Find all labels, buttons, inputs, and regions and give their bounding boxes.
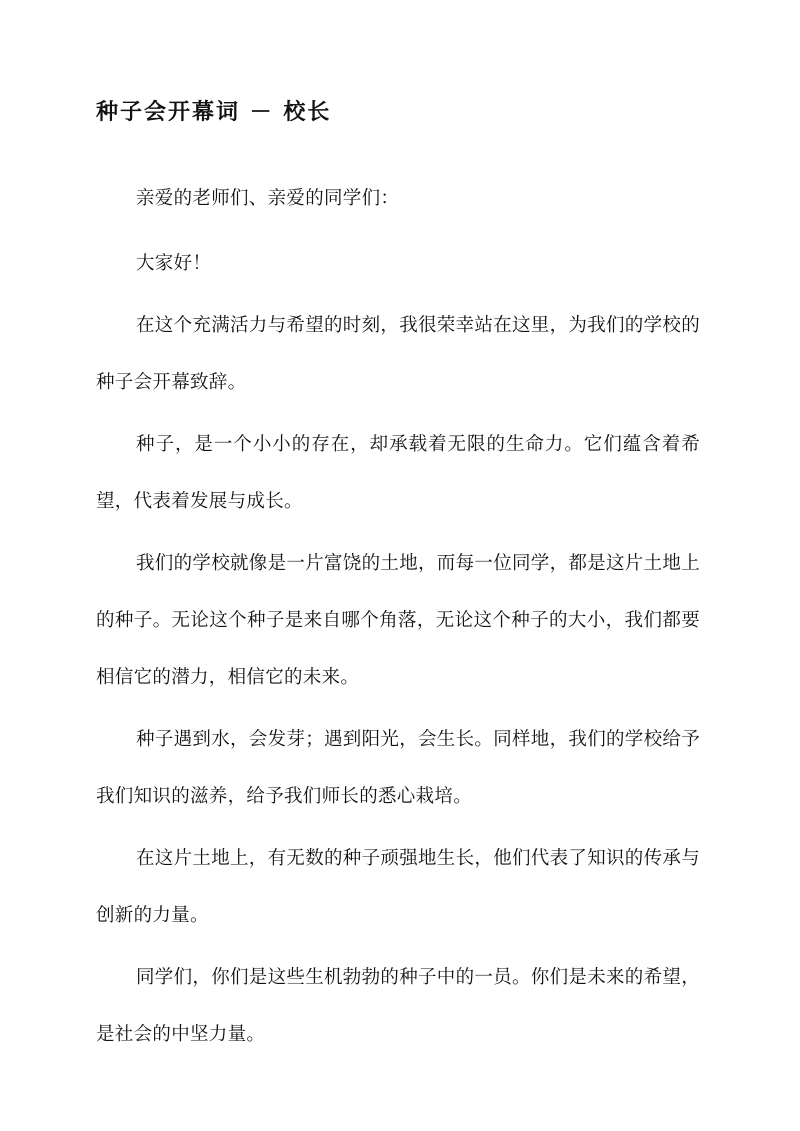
document-body <box>96 170 700 1063</box>
paragraph-growth: 种子遇到水，会发芽；遇到阳光，会生长。同样地，我们的学校给予我们知识的滋养，给予我们师长的悉心栽培。 <box>96 729 701 807</box>
paragraph-greeting: 亲爱的老师们、亲爱的同学们： <box>136 188 400 209</box>
paragraph-knowledge: 在这片土地上，有无数的种子顽强地生长，他们代表了知识的传承与创新的力量。 <box>96 848 701 926</box>
paragraph-students: 同学们，你们是这些生机勃勃的种子中的一员。你们是未来的希望，是社会的中坚力量。 <box>96 967 701 1045</box>
paragraph-opening: 在这个充满活力与希望的时刻，我很荣幸站在这里，为我们的学校的种子会开幕致辞。 <box>96 315 701 393</box>
document-title: 种子会开幕词 － 校长 <box>96 99 332 125</box>
paragraph-school-land: 我们的学校就像是一片富饶的土地，而每一位同学，都是这片土地上的种子。无论这个种子是来自哪个角落，无论这个种子的大小，我们都要相信它的潜力，相信它的未来。 <box>96 553 701 688</box>
paragraph-seed-meaning: 种子，是一个小小的存在，却承载着无限的生命力。它们蕴含着希望，代表着发展与成长。 <box>96 434 700 512</box>
paragraph-hello: 大家好！ <box>136 253 212 274</box>
